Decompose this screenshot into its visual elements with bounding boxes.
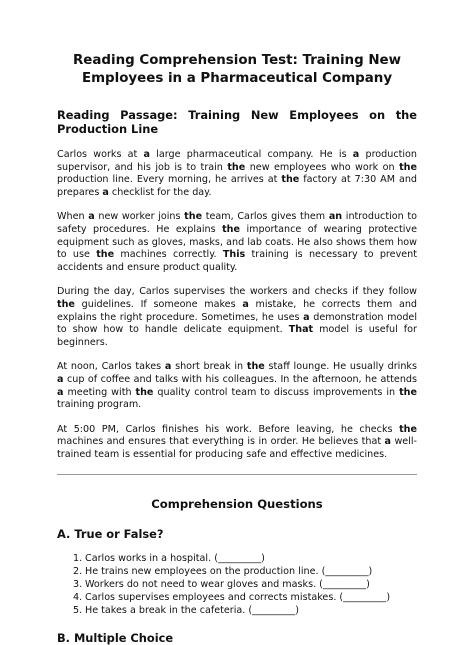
section-a-heading: A. True or False?: [57, 527, 164, 542]
bold-word: the: [96, 249, 115, 261]
text-run: checklist for the day.: [108, 186, 212, 198]
text-run: production line. Every morning, he arrives at: [57, 174, 282, 186]
text-run: importance of wearing protective equipment such as gloves, masks, and lab coats. He also shows them how to use: [57, 223, 417, 261]
text-run: factory at 7:30 AM and prepares: [57, 174, 417, 198]
text-run: cup of coffee and talks with his colleagues. In the afternoon, he attends: [63, 373, 417, 385]
reading-passage: [57, 149, 417, 461]
passage-heading: Reading Passage: Training New Employees on the Production Line: [57, 108, 417, 136]
text-run: At noon, Carlos takes: [57, 361, 165, 373]
bold-word: a: [57, 386, 64, 398]
text-run: team, Carlos gives them: [202, 211, 329, 223]
bold-word: an: [328, 211, 343, 223]
text-run: short break in: [171, 361, 247, 373]
bold-word: the: [57, 298, 75, 310]
question-text: Carlos works in a hospital. (_________): [85, 553, 265, 565]
text-run: new employees who work on: [245, 161, 400, 173]
text-run: new worker joins: [94, 211, 185, 223]
text-run: Carlos works at: [57, 149, 144, 160]
text-run: At 5:00 PM, Carlos finishes his work. Before leaving, he checks: [57, 423, 400, 435]
bold-word: This: [222, 249, 246, 261]
question-number: 3.: [73, 579, 83, 591]
question-text: He takes a break in the cafeteria. (_________): [85, 604, 300, 616]
text-run: During the day, Carlos supervises the workers and checks if they follow: [57, 286, 417, 298]
bold-word: a: [143, 149, 151, 160]
list-item: [73, 553, 417, 566]
question-text: Carlos supervises employees and corrects mistakes. (_________): [85, 591, 391, 603]
text-run: machines correctly.: [114, 249, 223, 261]
bold-word: a: [303, 311, 310, 323]
document-title: [57, 52, 417, 88]
passage-paragraph-5: [57, 424, 417, 462]
text-run: model is useful for beginners.: [57, 324, 417, 348]
text-run: demonstration model to show how to handle delicate equipment.: [57, 311, 417, 336]
text-run: meeting with: [63, 386, 136, 398]
section-b-heading: B. Multiple Choice: [57, 631, 174, 645]
bold-word: the: [184, 211, 203, 223]
comprehension-title: Comprehension Questions: [151, 497, 323, 512]
bold-word: the: [135, 386, 154, 398]
bold-word: a: [57, 373, 64, 385]
list-item: [73, 605, 417, 618]
question-number: 4.: [73, 591, 83, 603]
true-false-list: [57, 553, 417, 617]
bold-word: the: [399, 386, 417, 398]
passage-paragraph-3: [57, 286, 417, 349]
text-run: guidelines. If someone makes: [74, 298, 243, 310]
bold-word: the: [227, 161, 246, 173]
list-item: [73, 592, 417, 605]
text-run: training program.: [57, 399, 142, 411]
text-run: large pharmaceutical company. He is: [150, 149, 353, 160]
bold-word: a: [384, 436, 392, 448]
passage-paragraph-2: [57, 211, 417, 274]
text-run: training is necessary to prevent accidents and ensure product quality.: [57, 249, 417, 273]
question-number: 1.: [73, 553, 83, 565]
passage-paragraph-1: [57, 149, 417, 199]
title-line-1: Reading Comprehension Test: Training New: [72, 53, 402, 68]
section-divider: [57, 474, 417, 475]
bold-word: the: [246, 361, 265, 373]
bold-word: a: [242, 298, 249, 310]
text-run: staff lounge. He usually drinks: [264, 361, 417, 373]
bold-word: the: [399, 423, 417, 435]
bold-word: the: [222, 223, 241, 235]
bold-word: a: [88, 211, 95, 223]
bold-word: the: [399, 161, 417, 173]
list-item: [73, 579, 417, 592]
bold-word: a: [102, 186, 109, 198]
question-number: 2.: [73, 566, 83, 578]
bold-word: That: [288, 324, 314, 336]
list-item: [73, 566, 417, 579]
question-text: He trains new employees on the production line. (_________): [85, 566, 373, 578]
text-run: well-trained team is essential for producing safe and effective medicines.: [57, 436, 418, 460]
bold-word: a: [164, 361, 172, 373]
text-run: mistake, he corrects them and explains the right procedure. Sometimes, he uses: [57, 298, 417, 323]
text-run: production supervisor, and his job is to train: [57, 149, 418, 173]
passage-paragraph-4: [57, 361, 417, 411]
text-run: quality control team to discuss improvements in: [153, 386, 400, 398]
text-run: When: [57, 211, 89, 223]
text-run: introduction to safety procedures. He explains: [57, 211, 418, 235]
bold-word: a: [352, 149, 360, 160]
title-line-2: Employees in a Pharmaceutical Company: [81, 71, 393, 86]
text-run: machines and ensures that everything is in order. He believes that: [57, 436, 385, 448]
question-text: Workers do not need to wear gloves and masks. (_________): [85, 579, 370, 591]
question-number: 5.: [73, 604, 83, 616]
bold-word: the: [281, 174, 300, 186]
